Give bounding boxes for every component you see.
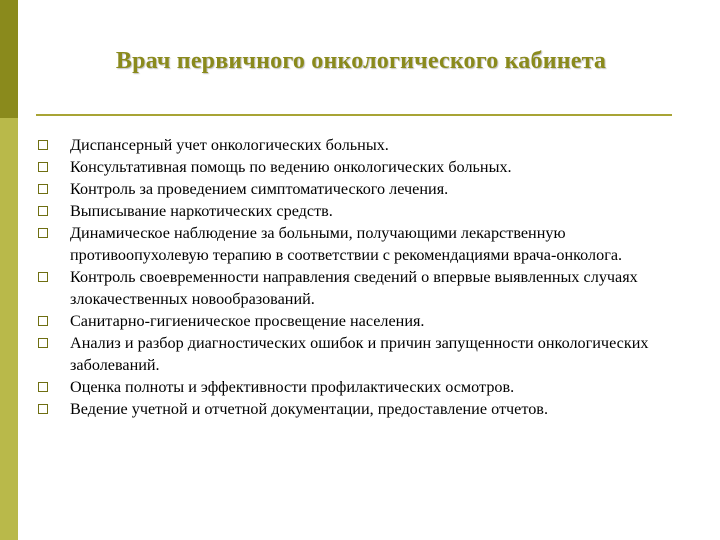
- list-item-text: Динамическое наблюдение за больными, получающими лекарственную противоопухолевую терапию в соответствии с рекомендациями врача-онколога.: [70, 224, 623, 264]
- left-accent-bar: [0, 0, 18, 540]
- square-bullet-icon: [38, 184, 48, 194]
- list-item-text: Контроль за проведением симптоматического лечения.: [70, 180, 449, 198]
- list-item: [38, 222, 678, 266]
- square-bullet-icon: [38, 162, 48, 172]
- slide-title: Врач первичного онкологического кабинета: [115, 48, 607, 74]
- list-item-text: Консультативная помощь по ведению онкологических больных.: [70, 158, 512, 176]
- list-item-text: Выписывание наркотических средств.: [70, 202, 333, 220]
- square-bullet-icon: [38, 404, 48, 414]
- list-item-text: Анализ и разбор диагностических ошибок и причин запущенности онкологических заболеваний.: [70, 334, 649, 374]
- list-item-text: Санитарно-гигиеническое просвещение населения.: [70, 312, 425, 330]
- list-item: [38, 156, 678, 178]
- square-bullet-icon: [38, 140, 48, 150]
- list-item-text: Диспансерный учет онкологических больных.: [70, 136, 389, 154]
- square-bullet-icon: [38, 382, 48, 392]
- list-item: [38, 266, 678, 310]
- list-item: [38, 134, 678, 156]
- list-item-text: Оценка полноты и эффективности профилактических осмотров.: [70, 378, 515, 396]
- square-bullet-icon: [38, 206, 48, 216]
- list-item: [38, 398, 678, 420]
- list-item: [38, 200, 678, 222]
- list-item: [38, 376, 678, 398]
- square-bullet-icon: [38, 228, 48, 238]
- accent-bar-top: [0, 0, 18, 118]
- accent-bar-bottom: [0, 118, 18, 540]
- list-item: [38, 310, 678, 332]
- square-bullet-icon: [38, 272, 48, 282]
- list-item-text: Ведение учетной и отчетной документации, предоставление отчетов.: [70, 400, 548, 418]
- list-item: [38, 178, 678, 200]
- square-bullet-icon: [38, 338, 48, 348]
- list-item-text: Контроль своевременности направления сведений о впервые выявленных случаях злокачественных новообразований.: [70, 268, 638, 308]
- list-item: [38, 332, 678, 376]
- bullet-list: [38, 134, 678, 420]
- square-bullet-icon: [38, 316, 48, 326]
- title-divider: [36, 114, 672, 116]
